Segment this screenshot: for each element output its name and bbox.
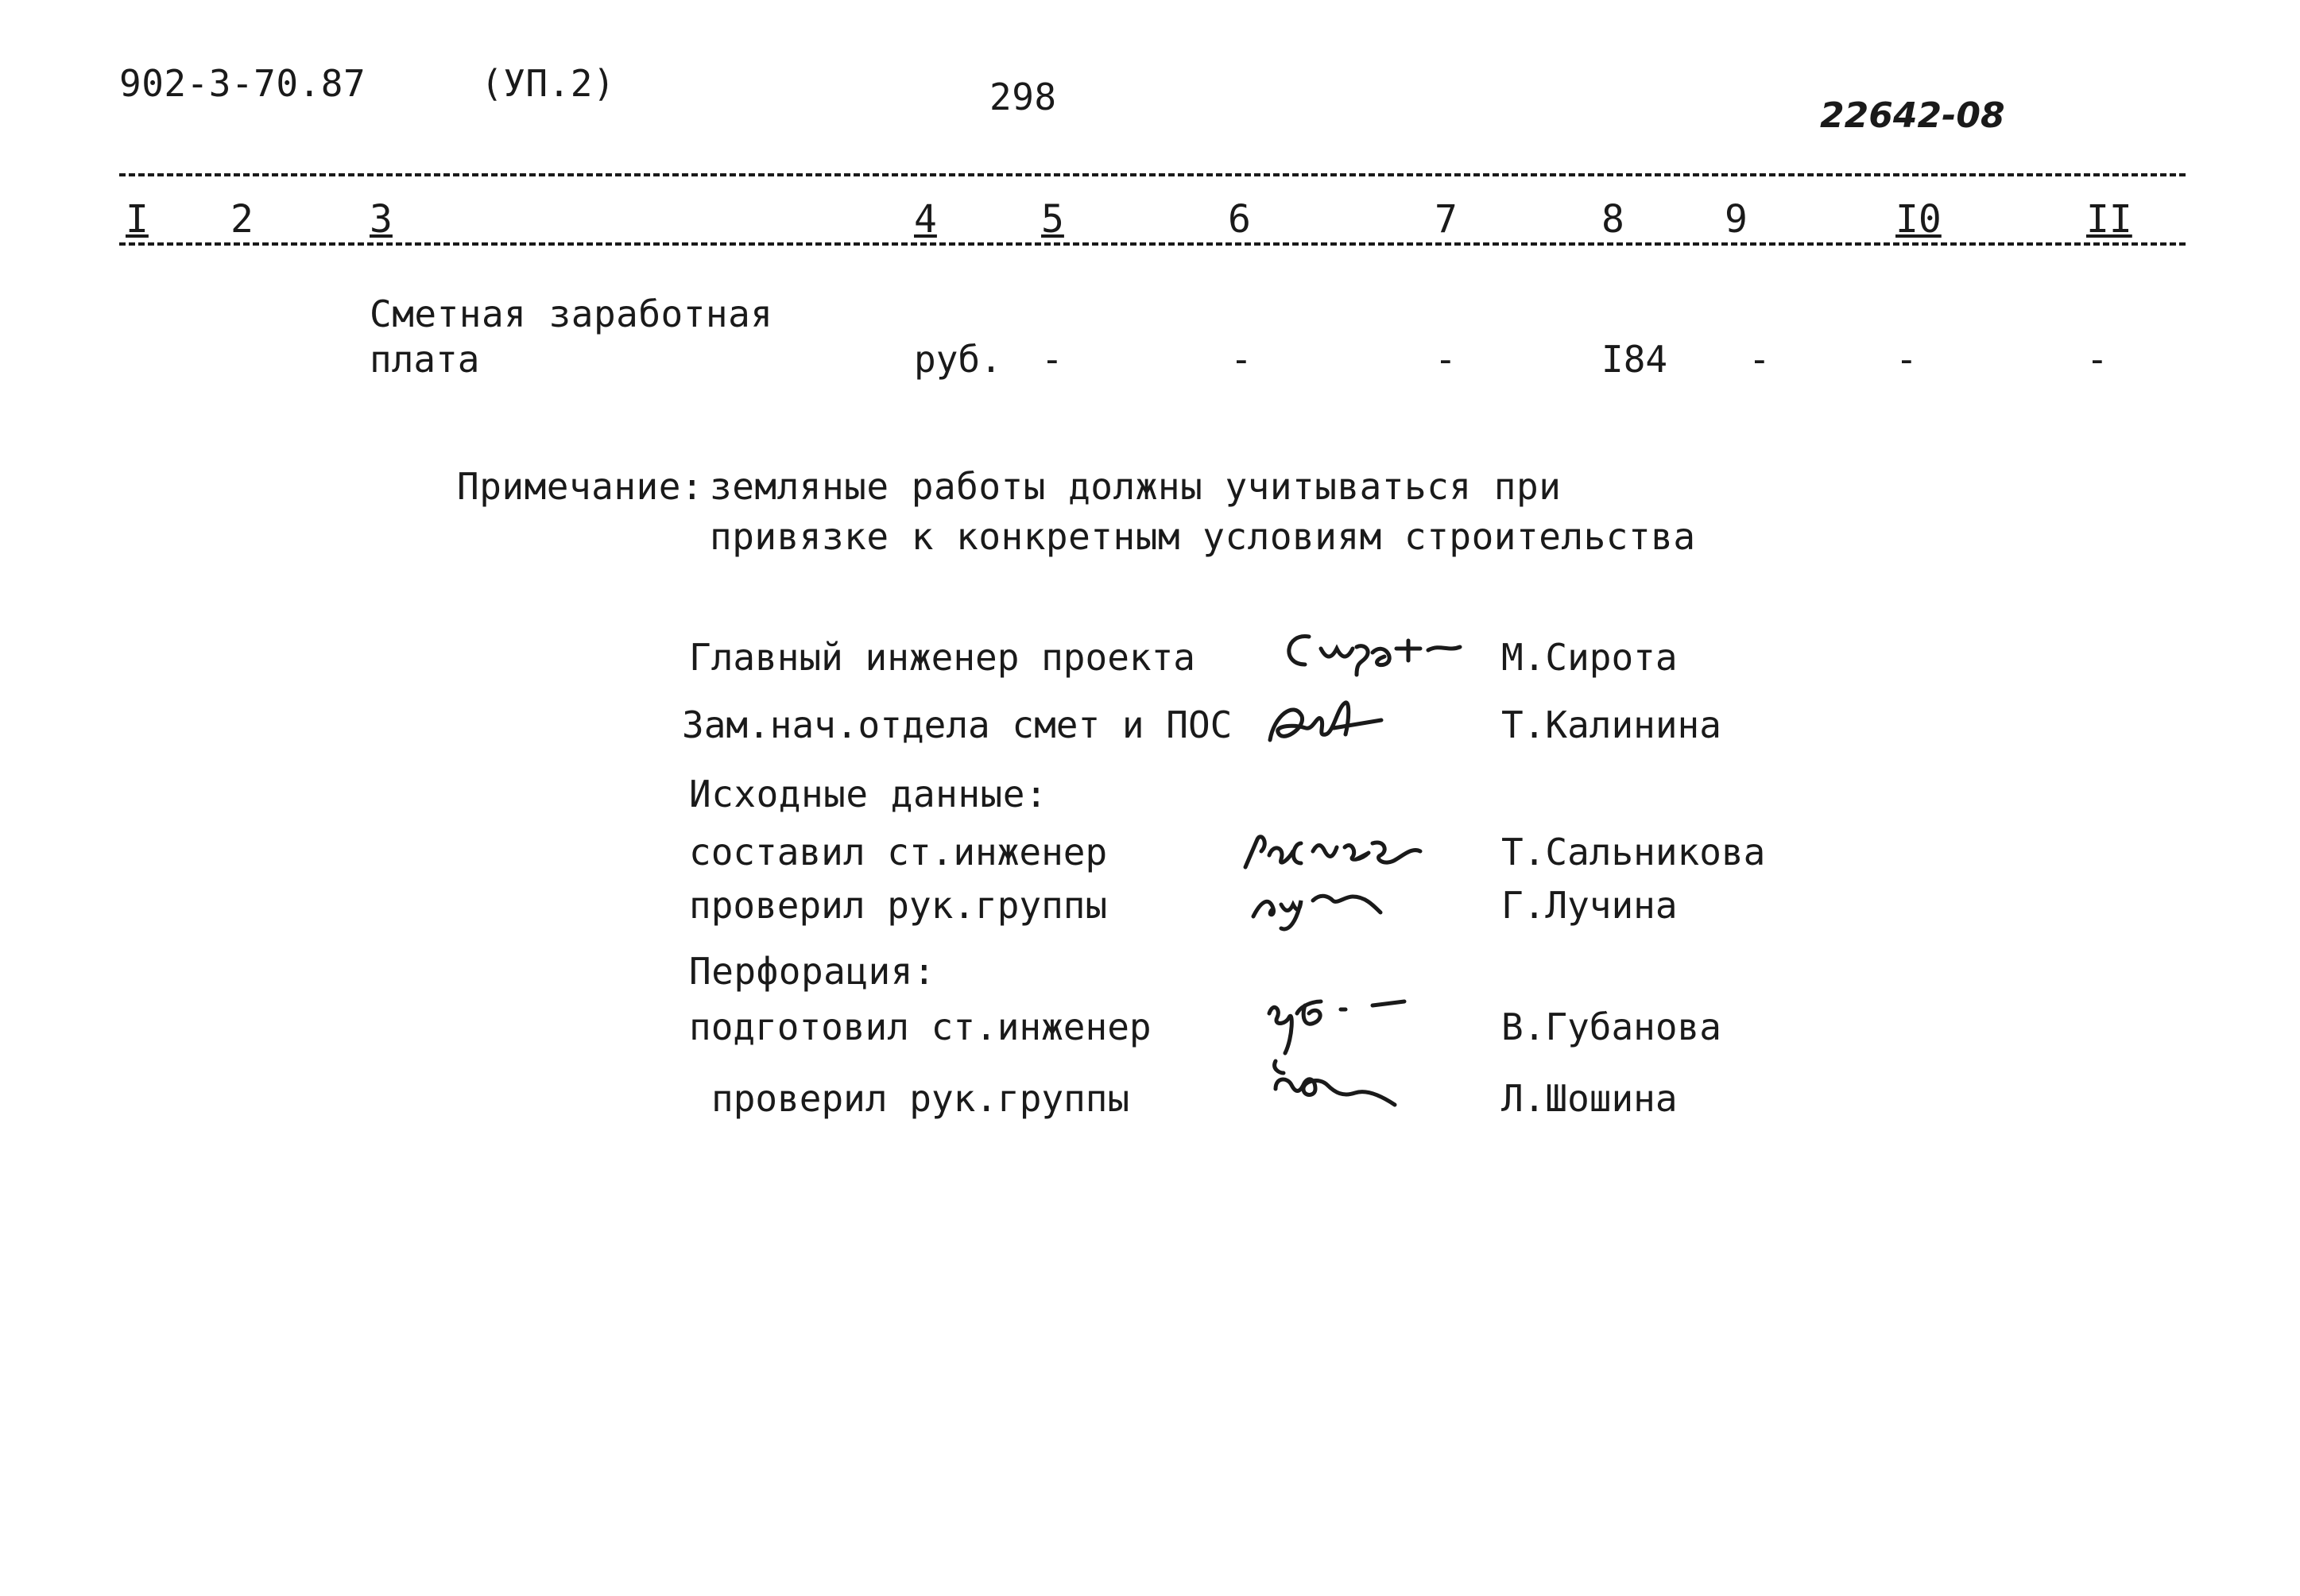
source-data-heading: Исходные данные: bbox=[689, 773, 1048, 815]
signature-name: Г.Лучина bbox=[1501, 884, 1678, 927]
row-col-7: - bbox=[1435, 338, 1457, 381]
handwritten-signature bbox=[1254, 692, 1413, 765]
signature-scribble bbox=[1261, 986, 1452, 1057]
row-col-8: I84 bbox=[1601, 338, 1668, 381]
signature-name: В.Губанова bbox=[1501, 1005, 1721, 1048]
note-line-2: привязке к конкретным условиям строительства bbox=[710, 515, 1696, 558]
archive-number: 22642-08 bbox=[1820, 95, 2005, 136]
column-number-3: 3 bbox=[370, 197, 393, 242]
table-header-rule bbox=[119, 242, 2186, 246]
perforation-heading: Перфорация: bbox=[689, 950, 936, 993]
signature-scribble bbox=[1277, 625, 1484, 680]
signature-deputy-head bbox=[682, 703, 1795, 751]
signature-checked-1 bbox=[689, 884, 1802, 932]
row-name-line-1: Сметная заработная bbox=[370, 292, 773, 335]
row-name-line-2: плата bbox=[370, 338, 480, 381]
column-number-7: 7 bbox=[1435, 197, 1458, 242]
signature-name: Т.Калинина bbox=[1501, 703, 1721, 746]
signature-role: проверил рук.группы bbox=[689, 884, 1108, 927]
column-number-10: I0 bbox=[1895, 197, 1942, 242]
signature-role: подготовил ст.инженер bbox=[689, 1005, 1152, 1048]
column-number-4: 4 bbox=[914, 197, 937, 242]
signature-role: проверил рук.группы bbox=[711, 1077, 1130, 1120]
signature-scribble bbox=[1254, 692, 1413, 756]
page-number: 298 bbox=[989, 76, 1057, 118]
column-number-1: I bbox=[126, 197, 149, 242]
row-unit: руб. bbox=[914, 338, 1002, 381]
signature-role: Зам.нач.отдела смет и ПОС bbox=[682, 703, 1233, 746]
handwritten-signature bbox=[1245, 873, 1436, 945]
signature-name: М.Сирота bbox=[1501, 636, 1678, 679]
handwritten-signature bbox=[1277, 625, 1484, 690]
handwritten-signature bbox=[1260, 1053, 1466, 1133]
signature-scribble bbox=[1245, 873, 1436, 936]
row-col-10: - bbox=[1895, 338, 1918, 381]
signature-role: Главный инженер проекта bbox=[689, 636, 1195, 679]
signature-prepared bbox=[689, 1005, 1802, 1053]
column-number-6: 6 bbox=[1228, 197, 1251, 242]
note-line-1: земляные работы должны учитываться при bbox=[710, 465, 1562, 508]
signature-name: Л.Шошина bbox=[1501, 1077, 1678, 1120]
signature-role: составил ст.инженер bbox=[689, 831, 1108, 874]
row-col-11: - bbox=[2086, 338, 2108, 381]
column-number-9: 9 bbox=[1725, 197, 1748, 242]
signature-scribble bbox=[1260, 1053, 1466, 1125]
signature-checked-2 bbox=[711, 1077, 1824, 1125]
column-number-11: II bbox=[2086, 197, 2132, 242]
document-code: 902-3-70.87 bbox=[119, 62, 366, 105]
signature-name: Т.Сальникова bbox=[1501, 831, 1766, 874]
table-top-rule bbox=[119, 173, 2186, 176]
row-col-5: - bbox=[1041, 338, 1063, 381]
column-number-2: 2 bbox=[230, 197, 254, 242]
signature-chief-engineer bbox=[689, 636, 1802, 684]
row-col-6: - bbox=[1230, 338, 1253, 381]
row-col-9: - bbox=[1748, 338, 1771, 381]
signature-compiled bbox=[689, 831, 1802, 878]
document-part: (УП.2) bbox=[481, 62, 616, 105]
note-label: Примечание: bbox=[457, 465, 704, 508]
column-number-5: 5 bbox=[1041, 197, 1064, 242]
column-number-8: 8 bbox=[1601, 197, 1624, 242]
